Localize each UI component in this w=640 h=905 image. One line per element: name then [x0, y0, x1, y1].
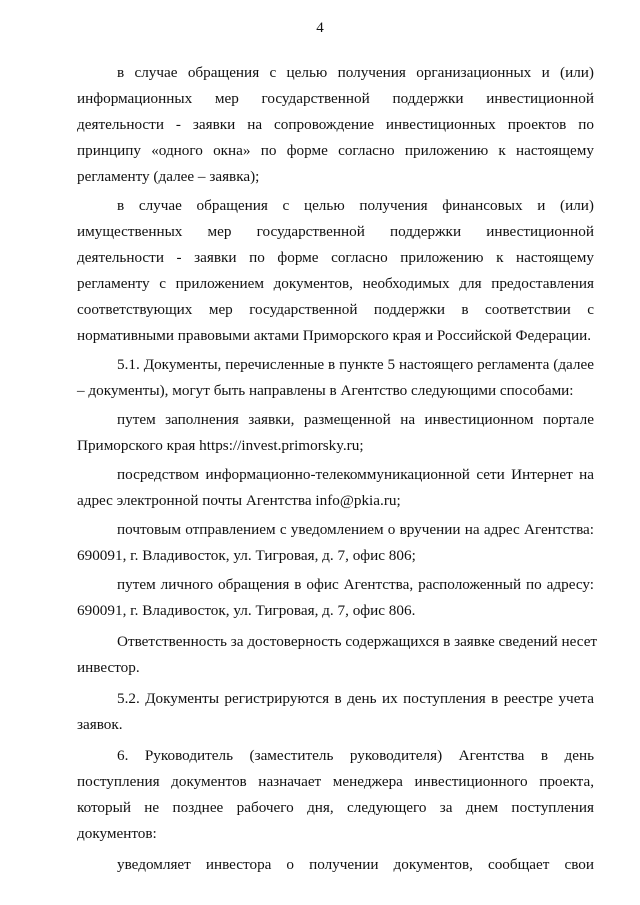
paragraph-5-1: [77, 352, 594, 404]
text-line: 690091, г. Владивосток, ул. Тигровая, д. 7, офис 806;: [77, 547, 416, 564]
paragraph-portal-method: [77, 407, 594, 459]
text-line: деятельности - заявки по форме согласно приложению к настоящему: [77, 249, 594, 266]
text-line: регламенту (далее – заявка);: [77, 168, 260, 185]
text-line: инвестор.: [77, 659, 140, 676]
paragraph-notify-investor: [77, 852, 594, 878]
text-line: принципу «одного окна» по форме согласно приложению к настоящему: [77, 142, 594, 159]
text-line: который не позднее рабочего дня, следующего за днем поступления: [77, 799, 594, 816]
text-line: в случае обращения с целью получения организационных и (или): [117, 64, 594, 81]
text-line: Приморского края https://invest.primorsky.ru;: [77, 437, 364, 454]
text-line: путем личного обращения в офис Агентства, расположенный по адресу:: [117, 576, 594, 593]
text-line: соответствующих мер государственной поддержки в соответствии с: [77, 301, 594, 318]
paragraph-responsibility: [77, 629, 598, 681]
paragraph-email-method: [77, 462, 594, 514]
text-line: деятельности - заявки на сопровождение инвестиционных проектов по: [77, 116, 594, 133]
paragraph-6: [77, 743, 594, 847]
paragraph-mail-method: [77, 517, 594, 569]
text-line: 5.1. Документы, перечисленные в пункте 5 настоящего регламента (далее: [117, 356, 594, 373]
text-line: посредством информационно-телекоммуникационной сети Интернет на: [117, 466, 594, 483]
document-body: [77, 60, 598, 878]
text-line: путем заполнения заявки, размещенной на инвестиционном портале: [117, 411, 594, 428]
paragraph-financial-support: [77, 193, 594, 349]
text-line: документов:: [77, 825, 157, 842]
text-line: уведомляет инвестора о получении документов, сообщает свои: [117, 856, 594, 873]
text-line: 5.2. Документы регистрируются в день их поступления в реестре учета: [117, 690, 594, 707]
text-line: в случае обращения с целью получения финансовых и (или): [117, 197, 594, 214]
text-line: 6. Руководитель (заместитель руководителя) Агентства в день: [117, 747, 594, 764]
text-line: имущественных мер государственной поддержки инвестиционной: [77, 223, 594, 240]
text-line: регламенту с приложением документов, необходимых для предоставления: [77, 275, 594, 292]
text-line: Ответственность за достоверность содержащихся в заявке сведений несет: [117, 633, 598, 650]
paragraph-5-2: [77, 686, 594, 738]
text-line: информационных мер государственной поддержки инвестиционной: [77, 90, 594, 107]
paragraph-org-support: [77, 60, 594, 190]
text-line: – документы), могут быть направлены в Агентство следующими способами:: [77, 382, 574, 399]
text-line: нормативными правовыми актами Приморского края и Российской Федерации.: [77, 327, 592, 344]
text-line: почтовым отправлением с уведомлением о вручении на адрес Агентства:: [117, 521, 594, 538]
text-line: заявок.: [77, 716, 123, 733]
paragraph-personal-method: [77, 572, 594, 624]
text-line: поступления документов назначает менеджера инвестиционного проекта,: [77, 773, 594, 790]
text-line: 690091, г. Владивосток, ул. Тигровая, д. 7, офис 806.: [77, 602, 416, 619]
text-line: адрес электронной почты Агентства info@pkia.ru;: [77, 492, 401, 509]
page-number: 4: [316, 20, 324, 36]
